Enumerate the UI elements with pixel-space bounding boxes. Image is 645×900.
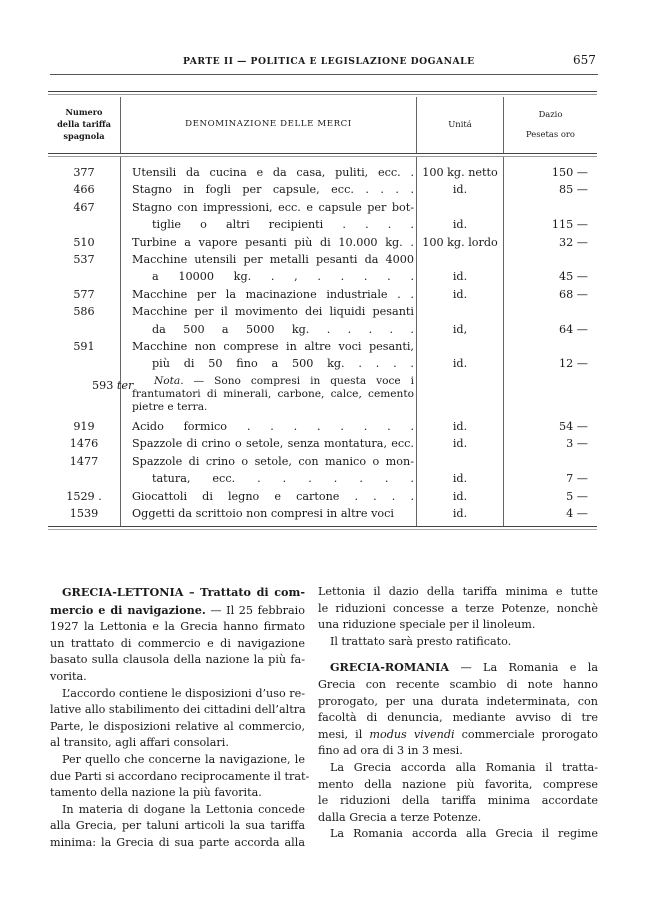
text-line: un trattato di commercio e di navigazione (50, 636, 305, 650)
dazio-value: 85 — (559, 183, 588, 197)
table-row (48, 234, 597, 251)
note-text: — Sono compresi in questa voce i (183, 374, 414, 387)
description-line: tatura, ecc. . . . . . . . (152, 472, 414, 486)
tariff-number (48, 453, 120, 470)
tariff-number (48, 418, 120, 435)
table-header (48, 95, 597, 153)
text-line: dalla Grecia a terze Potenze. (318, 810, 482, 824)
text-line: vorita. (50, 669, 87, 683)
tariff-number-value: 1477 (69, 454, 99, 468)
goods-description (132, 488, 414, 505)
description-line: Utensili da cucina e da casa, puliti, ecc. . (132, 166, 414, 179)
description-line: Stagno con impressioni, ecc. e capsule per bot- (132, 200, 414, 214)
table-row (48, 286, 597, 303)
text-line: facoltà di denuncia, mediante avviso di tre (318, 711, 598, 725)
page-number: 657 (573, 53, 596, 67)
text-line (318, 659, 598, 677)
unit-value: id. (452, 357, 468, 371)
dazio-value: 54 — (559, 419, 588, 433)
table-row (48, 181, 597, 198)
description-line: tiglie o altri recipienti . . . . (152, 218, 414, 232)
column-header-number-line: spagnola (63, 131, 105, 141)
text-line (50, 602, 305, 620)
text-line: le riduzioni della tariffa minima accordate (318, 794, 598, 808)
table-note-row (48, 375, 597, 414)
tariff-number-value: 537 (73, 253, 95, 267)
description-line: Turbine a vapore pesanti più di 10.000 kg. . (132, 235, 414, 249)
table-row (48, 338, 597, 373)
description-line: Macchine per il movimento dei liquidi pesanti (132, 305, 414, 319)
description-line: Giocattoli di legno e cartone . . . . (132, 489, 414, 503)
tariff-number-value: 377 (73, 166, 95, 179)
goods-description (132, 286, 414, 303)
description-line: frantumatori di minerali, carbone, calce, cemento (132, 387, 414, 400)
table-row (48, 251, 597, 286)
section-subheading: mercio e di navigazione. (50, 602, 206, 617)
goods-description (132, 199, 414, 234)
dazio-value: 12 — (559, 357, 588, 371)
table-row (48, 199, 597, 234)
goods-description (132, 418, 414, 435)
dazio-value: 3 — (566, 437, 588, 451)
unit-value: id, (452, 322, 468, 336)
text-line: La Grecia accorda alla Romania il tratta- (330, 760, 598, 774)
column-header-dazio-line: Pesetas oro (526, 129, 575, 139)
tariff-number (48, 251, 120, 268)
text-column-left (50, 584, 310, 852)
text-line: Per quello che concerne la navigazione, le (62, 752, 305, 766)
tariff-number (48, 234, 120, 251)
text-line: 1927 la Lettonia e la Grecia hanno firmato (50, 620, 305, 634)
text-fragment: commerciale prorogato (454, 727, 598, 741)
text-line: minima: la Grecia di sua parte accorda alla (50, 835, 305, 849)
goods-description (132, 164, 414, 181)
text-line: Lettonia il dazio della tariffa minima e tutte (318, 585, 598, 598)
dazio-value: 45 — (559, 270, 588, 284)
column-header-description: DENOMINAZIONE DELLE MERCI (185, 119, 352, 129)
text-line: al transito, agli affari consolari. (50, 736, 229, 750)
column-divider (416, 97, 417, 153)
description-line: Acido formico . . . . . . . . (132, 419, 414, 433)
text-line: fino ad ora di 3 in 3 mesi. (318, 744, 463, 758)
goods-description (132, 375, 414, 414)
text-line (50, 584, 305, 602)
tariff-number (48, 303, 120, 320)
unit-value: id. (452, 419, 468, 433)
description-line: a 10000 kg. . , . . . . . (152, 270, 414, 284)
text-line: Il trattato sarà presto ratificato. (330, 634, 512, 648)
table-row (48, 453, 597, 488)
unit-value: id. (452, 437, 468, 451)
unit-value: id. (452, 489, 468, 503)
text-line: prorogato, per una durata indeterminata, con (318, 694, 598, 708)
tariff-number (48, 181, 120, 198)
description-line: da 500 a 5000 kg. . . . . . (152, 322, 414, 336)
tariff-number (92, 377, 133, 394)
description-line: Macchine non comprese in altre voci pesanti, (132, 340, 414, 354)
goods-description (132, 251, 414, 286)
tariff-number-value: 591 (73, 340, 95, 354)
column-header-unit: Unitá (448, 119, 472, 129)
dazio-value: 64 — (559, 322, 588, 336)
tariff-number (48, 435, 120, 452)
column-header-dazio-line: Dazio (538, 109, 563, 119)
section-gap (318, 650, 598, 659)
table-bottom-rule (48, 526, 597, 530)
dazio-value: 150 — (551, 166, 588, 179)
description-line: pietre e terra. (132, 400, 208, 413)
table-row (48, 164, 597, 181)
tariff-number (48, 338, 120, 355)
unit-value: id. (452, 472, 468, 486)
tariff-number (48, 286, 120, 303)
tariff-number (48, 199, 120, 216)
tariff-number-value: 467 (73, 200, 95, 214)
tariff-number (48, 488, 120, 505)
unit-value: id. (452, 183, 468, 197)
goods-description (132, 303, 414, 338)
section-heading-rest: – Trattato di com- (183, 585, 305, 599)
header-rule (50, 74, 598, 75)
text-line: basato sulla clausola della nazione la più fa- (50, 653, 305, 667)
tariff-number (48, 505, 120, 522)
running-header: PARTE II — POLITICA E LEGISLAZIONE DOGANALE (183, 56, 475, 67)
text-line: tamento della nazione la più favorita. (50, 786, 262, 800)
column-divider (120, 97, 121, 153)
tariff-number (48, 164, 120, 181)
section-heading: GRECIA-LETTONIA (62, 585, 184, 599)
text-line (318, 727, 598, 744)
dazio-value: 68 — (559, 287, 588, 301)
tariff-number-value: 1539 (69, 506, 99, 520)
text-fragment: — La Romania e la (449, 661, 598, 675)
text-line: L’accordo contiene le disposizioni d’uso re- (62, 686, 306, 700)
tariff-table (48, 91, 597, 530)
text-column-right (318, 584, 598, 843)
text-fragment: mesi, il (318, 727, 370, 741)
unit-value: id. (452, 218, 468, 232)
tariff-number-value: 1476 (69, 437, 99, 451)
description-line (132, 375, 414, 388)
tariff-number-value: 510 (73, 235, 95, 249)
tariff-number-value: 919 (73, 419, 95, 433)
text-line: In materia di dogane la Lettonia concede (62, 802, 305, 816)
dazio-value: 4 — (566, 506, 588, 520)
tariff-number-value: 577 (73, 287, 95, 301)
tariff-number-value: 1529 . (66, 489, 102, 503)
text-line: Grecia con recente scambio di note hanno (318, 677, 598, 691)
text-fragment: — Il 25 febbraio (205, 603, 305, 617)
unit-value: id. (452, 506, 468, 520)
dazio-value: 5 — (566, 489, 588, 503)
table-row (48, 505, 597, 522)
goods-description (132, 505, 414, 522)
unit-value: id. (452, 287, 468, 301)
column-header-number-line: della tariffa (57, 119, 111, 129)
unit-value: 100 kg. netto (422, 166, 498, 179)
dazio-value: 115 — (551, 218, 588, 232)
section-heading: GRECIA-ROMANIA (330, 660, 450, 675)
text-line: mento della nazione più favorita, comprese (318, 777, 598, 791)
text-line: le riduzioni concesse a terze Potenze, nonchè (318, 601, 598, 615)
description-line: Spazzole di crino o setole, con manico o mon- (132, 454, 414, 468)
goods-description (132, 435, 414, 452)
tariff-number-value: 466 (73, 183, 95, 197)
description-line: Spazzole di crino o setole, senza montatura, ecc. (132, 437, 414, 451)
goods-description (132, 338, 414, 373)
dazio-value: 32 — (559, 235, 588, 249)
text-line: lative allo stabilimento dei cittadini dell’altra (50, 703, 306, 717)
note-label: Nota. (154, 374, 184, 387)
column-header-number (48, 95, 120, 153)
table-row (48, 435, 597, 452)
text-line: alla Grecia, per taluni articoli la sua tariffa (50, 819, 305, 833)
text-line: La Romania accorda alla Grecia il regime (330, 827, 598, 841)
column-divider (503, 97, 504, 153)
description-line: più di 50 fino a 500 kg. . . . . (152, 357, 414, 371)
goods-description (132, 181, 414, 198)
table-body (48, 157, 597, 526)
description-line: Stagno in fogli per capsule, ecc. . . . . (132, 183, 414, 197)
column-header-dazio (504, 95, 597, 153)
text-line: una riduzione speciale per il linoleum. (318, 618, 536, 632)
tariff-number-suffix: ter (116, 378, 134, 392)
table-row (48, 488, 597, 505)
text-line: due Parti si accordano reciprocamente il trat- (50, 769, 310, 783)
unit-value: 100 kg. lordo (422, 235, 498, 249)
description-line: Oggetti da scrittoio non compresi in altre voci (132, 506, 394, 520)
table-row (48, 418, 597, 435)
description-line: Macchine utensili per metalli pesanti da 4000 (132, 253, 414, 267)
description-line: Macchine per la macinazione industriale . . (132, 287, 414, 301)
italic-term: modus vivendi (369, 727, 455, 741)
column-header-number-line: Numero (65, 107, 103, 117)
table-row (48, 303, 597, 338)
text-line: Parte, le disposizioni relative al commercio, (50, 719, 305, 733)
goods-description (132, 234, 414, 251)
unit-value: id. (452, 270, 468, 284)
tariff-number-value: 586 (73, 305, 95, 319)
dazio-value: 7 — (566, 472, 588, 486)
tariff-number-value: 593 (92, 378, 114, 392)
goods-description (132, 453, 414, 488)
